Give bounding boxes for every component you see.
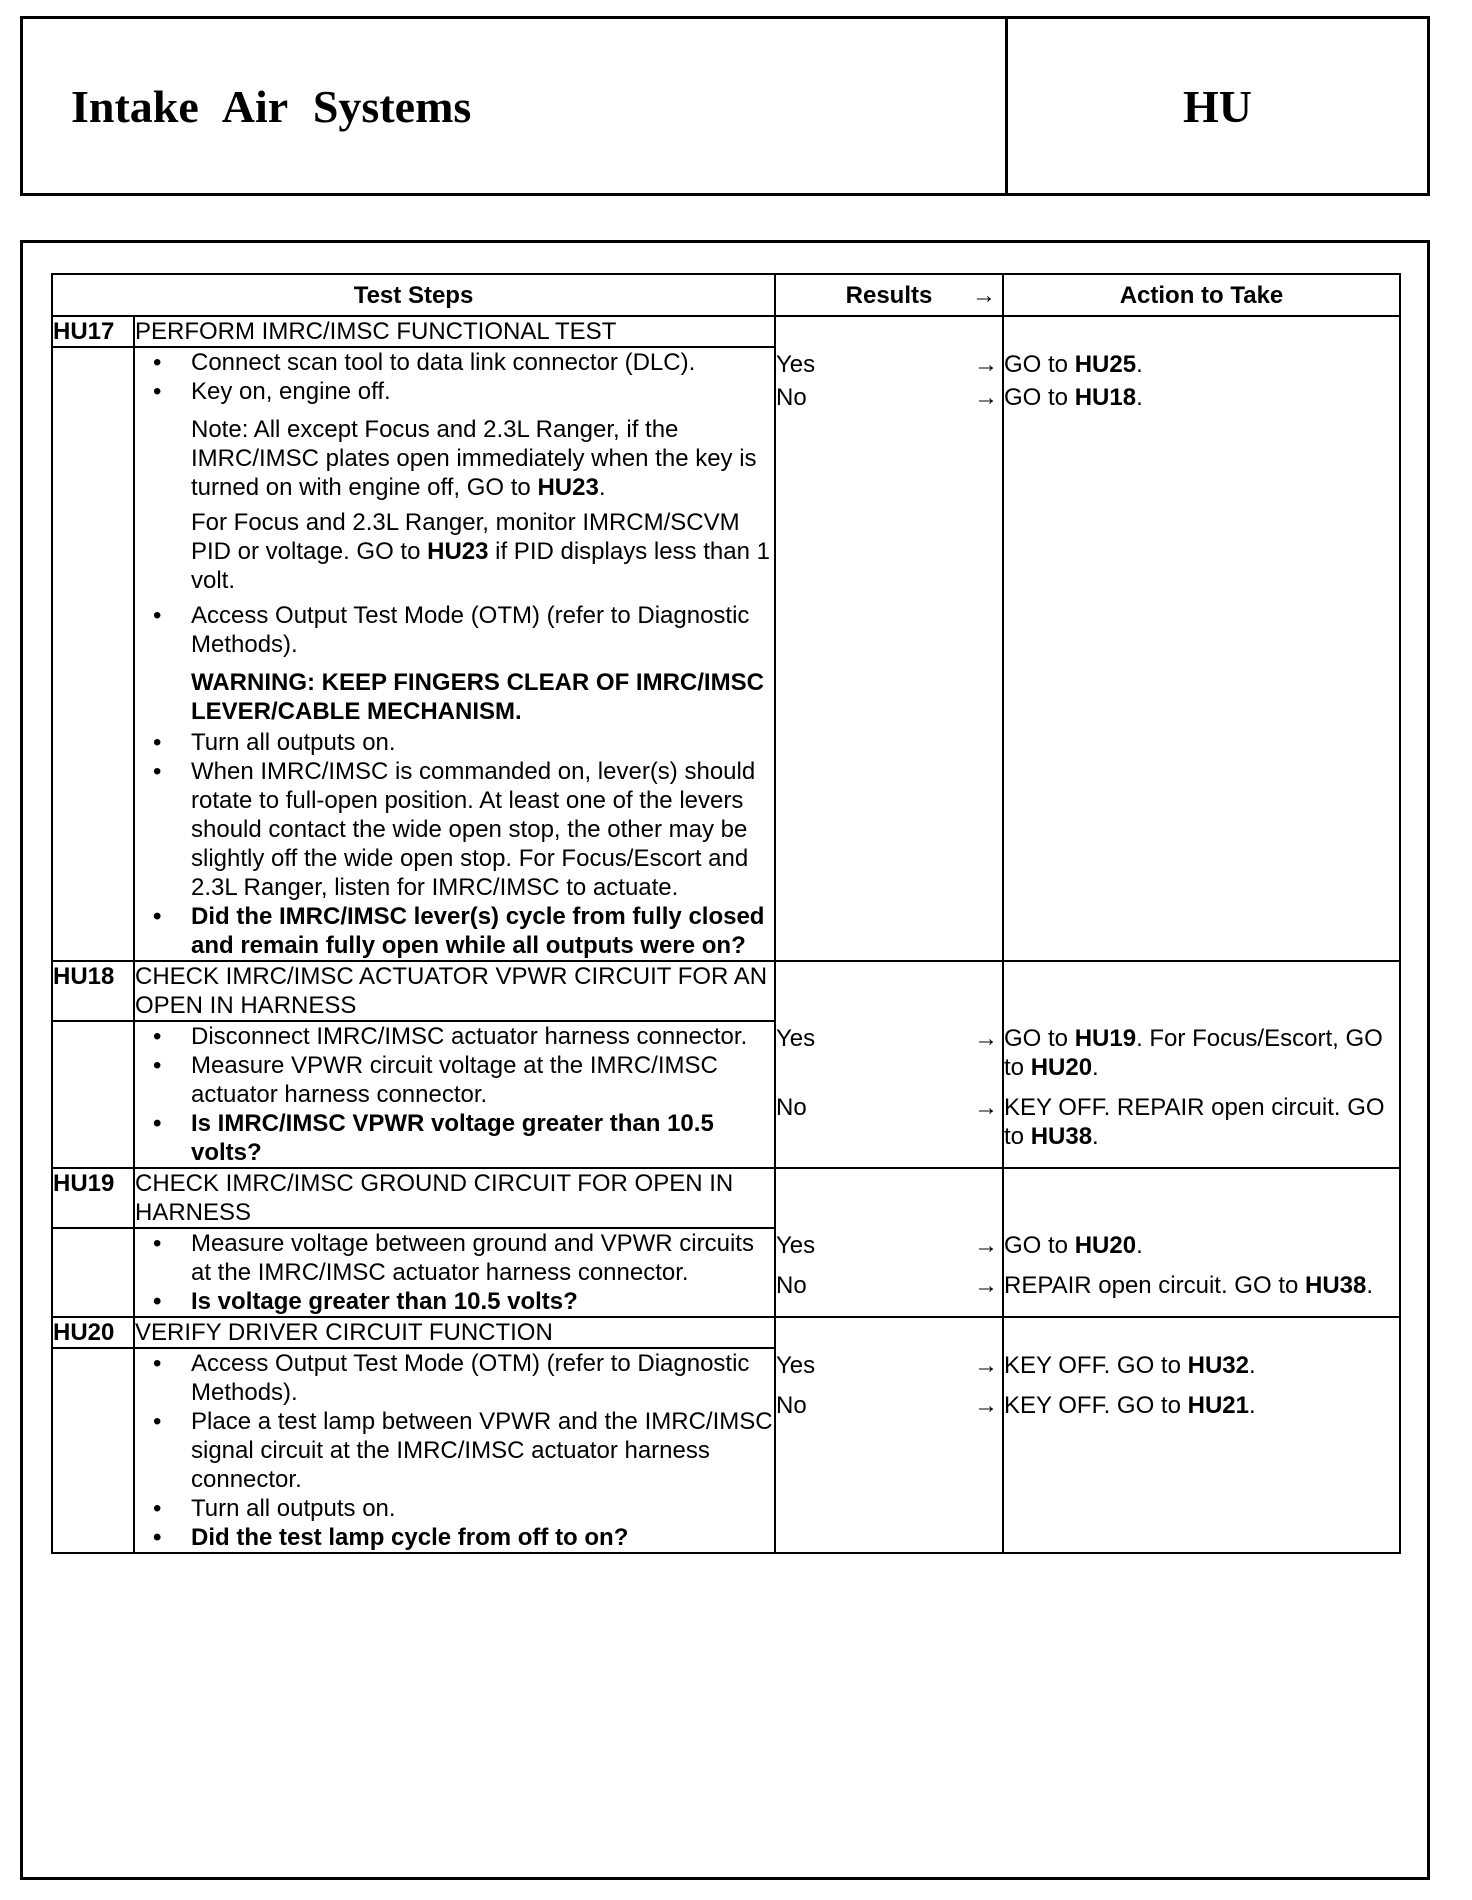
step-title-row: [52, 1168, 1400, 1228]
step-title: PERFORM IMRC/IMSC FUNCTIONAL TEST: [134, 316, 775, 347]
action-yes: KEY OFF. GO to HU32.: [1004, 1352, 1256, 1379]
section-code: HU: [1183, 80, 1252, 132]
step-code: HU19: [52, 1168, 134, 1228]
list-item: • Connect scan tool to data link connector (DLC).: [191, 348, 774, 377]
arrow-right-icon: →: [972, 282, 996, 309]
action-yes: GO to HU20.: [1004, 1232, 1143, 1259]
action-cell: [1003, 316, 1400, 961]
action-yes: GO to HU25.: [1004, 351, 1143, 378]
list-item: • Place a test lamp between VPWR and the IMRC/IMSC signal circuit at the IMRC/IMSC actuator harness connector.: [191, 1407, 774, 1494]
header-results-label: Results: [845, 281, 933, 309]
arrow-right-icon: →: [974, 351, 998, 378]
action-cell: [1003, 1168, 1400, 1317]
note-text: For Focus and 2.3L Ranger, monitor IMRCM/SCVM PID or voltage. GO to HU23 if PID displays less than 1 volt.: [191, 509, 770, 594]
list-item: • Turn all outputs on.: [191, 728, 774, 757]
step-title: CHECK IMRC/IMSC ACTUATOR VPWR CIRCUIT FOR AN OPEN IN HARNESS: [134, 961, 775, 1021]
result-no: No →: [776, 384, 998, 411]
result-no: No →: [776, 1094, 998, 1121]
step-body: [134, 1348, 775, 1553]
step-title: CHECK IMRC/IMSC GROUND CIRCUIT FOR OPEN IN HARNESS: [134, 1168, 775, 1228]
question-item: • Is IMRC/IMSC VPWR voltage greater than 10.5 volts?: [191, 1109, 774, 1167]
arrow-right-icon: →: [974, 1025, 998, 1052]
list-item: • Key on, engine off.: [191, 377, 774, 406]
question-item: • Did the test lamp cycle from off to on?: [191, 1523, 774, 1552]
arrow-right-icon: →: [974, 1272, 998, 1299]
header-action: Action to Take: [1003, 274, 1400, 316]
result-no: No →: [776, 1272, 998, 1299]
question-item: • Is voltage greater than 10.5 volts?: [191, 1287, 774, 1316]
list-item: • Turn all outputs on.: [191, 1494, 774, 1523]
step-body: [134, 347, 775, 961]
result-yes: Yes →: [776, 1232, 998, 1259]
result-yes: Yes →: [776, 1025, 998, 1052]
question-item: • Did the IMRC/IMSC lever(s) cycle from fully closed and remain fully open while all outputs were on?: [191, 902, 774, 960]
table-header-row: [52, 274, 1400, 316]
list-item: • Disconnect IMRC/IMSC actuator harness connector.: [191, 1022, 774, 1051]
test-steps-table: [51, 273, 1401, 1554]
list-item: • Access Output Test Mode (OTM) (refer to Diagnostic Methods).: [191, 601, 774, 659]
results-cell: [775, 316, 1003, 961]
results-cell: [775, 961, 1003, 1168]
warning-text: WARNING: KEEP FINGERS CLEAR OF IMRC/IMSC LEVER/CABLE MECHANISM.: [191, 669, 764, 725]
list-item: • Measure VPWR circuit voltage at the IMRC/IMSC actuator harness connector.: [191, 1051, 774, 1109]
action-cell: [1003, 1317, 1400, 1553]
arrow-right-icon: →: [974, 1392, 998, 1419]
arrow-right-icon: →: [974, 384, 998, 411]
note-text: Note: All except Focus and 2.3L Ranger, if the IMRC/IMSC plates open immediately when the key is turned on with engine off, GO to HU23.: [191, 416, 757, 501]
list-item: • Measure voltage between ground and VPWR circuits at the IMRC/IMSC actuator harness connector.: [191, 1229, 774, 1287]
action-cell: [1003, 961, 1400, 1168]
result-yes: Yes →: [776, 351, 998, 378]
arrow-right-icon: →: [974, 1094, 998, 1121]
list-item: • Access Output Test Mode (OTM) (refer to Diagnostic Methods).: [191, 1349, 774, 1407]
header-test-steps: Test Steps: [52, 274, 775, 316]
step-code: HU17: [52, 316, 134, 347]
step-code: HU20: [52, 1317, 134, 1348]
header-results: [775, 274, 1003, 316]
step-title: VERIFY DRIVER CIRCUIT FUNCTION: [134, 1317, 775, 1348]
action-no: GO to HU18.: [1004, 384, 1143, 411]
results-cell: [775, 1317, 1003, 1553]
step-title-row: [52, 1317, 1400, 1348]
step-body: [134, 1228, 775, 1317]
step-code: HU18: [52, 961, 134, 1021]
results-cell: [775, 1168, 1003, 1317]
step-body: [134, 1021, 775, 1168]
page-title: Intake Air Systems: [23, 19, 1008, 193]
result-no: No →: [776, 1392, 998, 1419]
list-item: • When IMRC/IMSC is commanded on, lever(s) should rotate to full-open position. At least one of the levers should contact the wide open stop, the other may be slightly off the wide open stop. For Focus/Escort and 2.3L Ranger, listen for IMRC/IMSC to actuate.: [191, 757, 774, 902]
action-no: KEY OFF. REPAIR open circuit. GO to HU38.: [1004, 1094, 1385, 1150]
arrow-right-icon: →: [974, 1232, 998, 1259]
step-title-row: [52, 961, 1400, 1021]
action-no: KEY OFF. GO to HU21.: [1004, 1392, 1256, 1419]
action-no: REPAIR open circuit. GO to HU38.: [1004, 1272, 1374, 1299]
page-header: [20, 16, 1430, 196]
step-title-row: [52, 316, 1400, 347]
arrow-right-icon: →: [974, 1352, 998, 1379]
action-yes: GO to HU19. For Focus/Escort, GO to HU20.: [1004, 1025, 1383, 1081]
result-yes: Yes →: [776, 1352, 998, 1379]
